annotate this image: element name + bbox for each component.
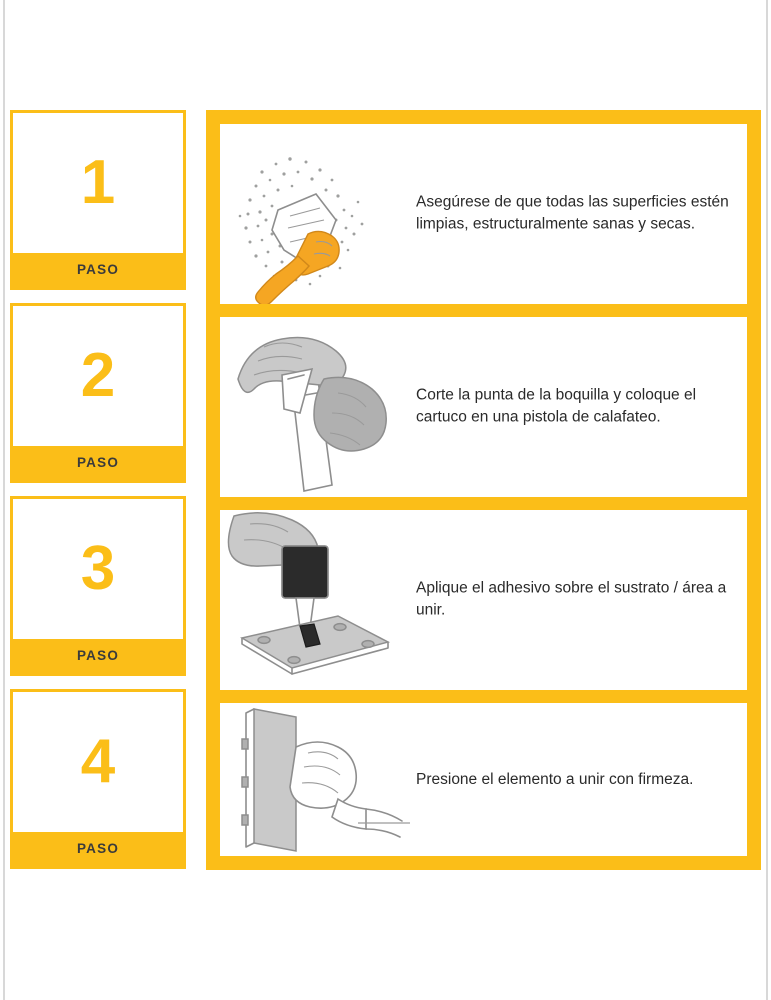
instruction-row-1 — [220, 124, 747, 304]
step-label-3: PASO — [13, 639, 183, 673]
step-label-4: PASO — [13, 832, 183, 866]
step-number-3: 3 — [80, 534, 116, 603]
instructions-panel — [206, 110, 761, 870]
step-text-4: Presione el elemento a unir con firmeza. — [416, 770, 694, 788]
step-number-4: 4 — [80, 727, 116, 796]
instruction-row-2 — [220, 317, 747, 497]
step-number-2: 2 — [80, 341, 116, 410]
step-label-2: PASO — [13, 446, 183, 480]
right-border-rule — [766, 0, 768, 1000]
step-card-2 — [10, 303, 186, 483]
step-text-3: Aplique el adhesivo sobre el sustrato / área a unir. — [416, 579, 727, 619]
step-card-4 — [10, 689, 186, 869]
step-illustration-4 — [220, 703, 410, 856]
step-illustration-2 — [220, 317, 410, 497]
step-number-1: 1 — [80, 148, 116, 217]
step-card-3 — [10, 496, 186, 676]
instruction-row-4 — [220, 703, 747, 856]
step-illustration-3 — [220, 510, 410, 690]
instruction-row-3 — [220, 510, 747, 690]
step-label-1: PASO — [13, 253, 183, 287]
step-text-2: Corte la punta de la boquilla y coloque el cartuco en una pistola de calafateo. — [416, 386, 697, 426]
step-text-1: Asegúrese de que todas las superficies estén limpias, estructuralmente sanas y secas. — [416, 193, 729, 233]
step-number-column — [10, 110, 188, 870]
left-border-rule — [3, 0, 5, 1000]
step-illustration-1 — [220, 124, 410, 304]
step-card-1 — [10, 110, 186, 290]
steps-diagram — [10, 110, 761, 870]
